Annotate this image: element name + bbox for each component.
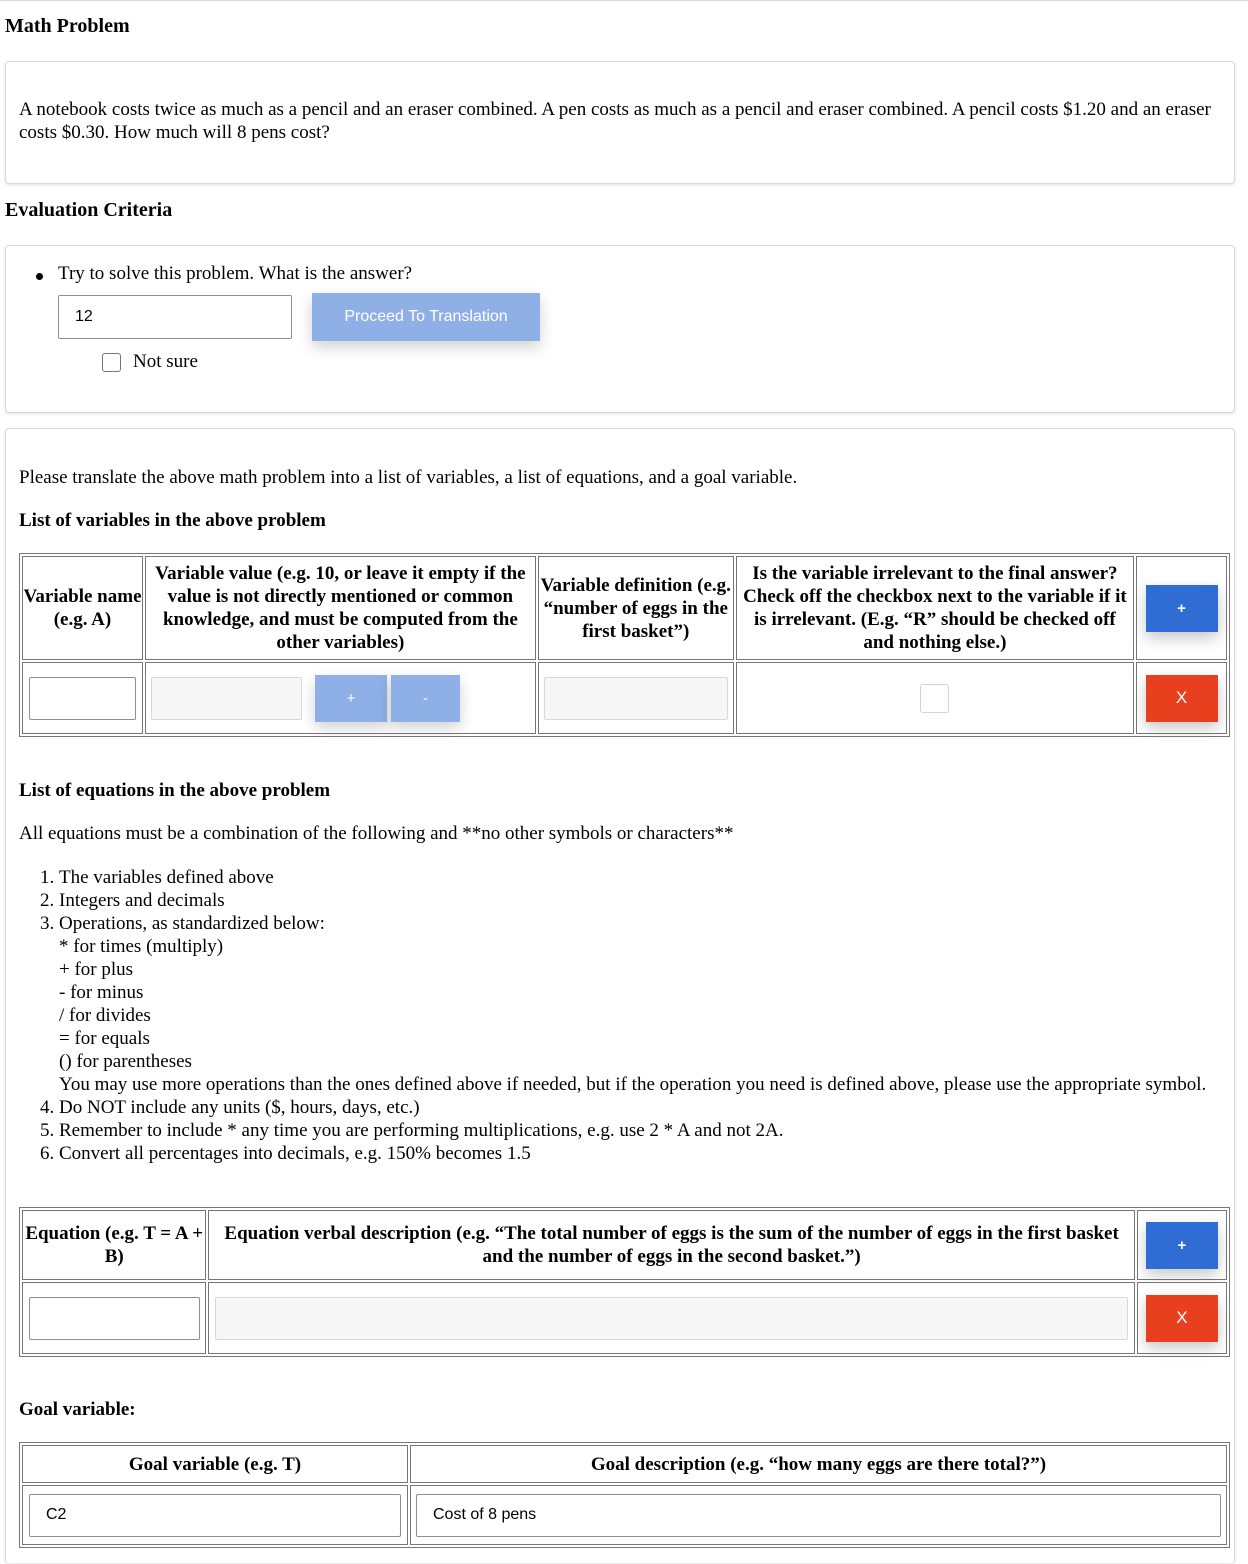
rule-item: 2. Integers and decimals [59, 889, 1239, 912]
goal-table [19, 1442, 1230, 1548]
equation-input[interactable] [29, 1297, 200, 1340]
variables-title: List of variables in the above problem [19, 510, 326, 531]
variable-definition-input[interactable] [544, 677, 728, 720]
remove-equation-cell [1137, 1282, 1227, 1354]
equations-intro: All equations must be a combination of the following and **no other symbols or characters** [19, 823, 734, 844]
answer-question: Try to solve this problem. What is the answer? [58, 263, 413, 284]
rule-item [59, 912, 1239, 1096]
value-plus-button[interactable]: + [315, 675, 387, 722]
remove-equation-button[interactable]: X [1146, 1295, 1218, 1342]
problem-text: A notebook costs twice as much as a pencil and an eraser combined. A pen costs as much as a pencil and eraser combined. A pencil costs $1.20 and an eraser costs $0.30. How much will 8 pens cost? [19, 99, 1211, 143]
rule-item: 5. Remember to include * any time you are performing multiplications, e.g. use 2 * A and not 2A. [59, 1119, 1239, 1142]
evaluation-card [5, 245, 1235, 413]
not-sure-checkbox[interactable] [102, 353, 121, 372]
header-equation-description: Equation verbal description (e.g. “The total number of eggs is the sum of the number of eggs in the first basket and the number of eggs in the second basket.”) [208, 1210, 1134, 1280]
operation-note: You may use more operations than the ones defined above if needed, but if the operation you need is defined above, please use the appropriate symbol. [59, 1074, 1207, 1095]
operation-item: - for minus [59, 982, 144, 1003]
add-variable-button[interactable]: + [1146, 585, 1218, 632]
variable-definition-cell [538, 662, 734, 734]
header-variable-definition: Variable definition (e.g. “number of eggs in the first basket”) [538, 556, 734, 660]
header-equation: Equation (e.g. T = A + B) [22, 1210, 206, 1280]
operation-item: + for plus [59, 959, 134, 980]
translation-intro: Please translate the above math problem into a list of variables, a list of equations, and a goal variable. [19, 467, 798, 488]
top-divider [0, 0, 1248, 1]
value-minus-button[interactable]: - [391, 675, 460, 722]
header-variable-name: Variable name (e.g. A) [22, 556, 143, 660]
goal-variable-input[interactable]: C2 [29, 1494, 401, 1537]
goal-description-cell [410, 1485, 1227, 1545]
translation-card [5, 428, 1235, 1563]
operation-item: / for divides [59, 1005, 151, 1026]
header-add-equation-cell [1137, 1210, 1227, 1280]
add-equation-button[interactable]: + [1146, 1222, 1218, 1269]
irrelevant-checkbox[interactable] [920, 684, 949, 713]
header-irrelevant: Is the variable irrelevant to the final answer? Check off the checkbox next to the variable if it is irrelevant. (E.g. “R” should be checked off and nothing else.) [736, 556, 1134, 660]
goal-description-input[interactable]: Cost of 8 pens [416, 1494, 1221, 1537]
variable-name-cell [22, 662, 143, 734]
remove-variable-cell [1136, 662, 1227, 734]
proceed-to-translation-button[interactable]: Proceed To Translation [312, 293, 540, 341]
goal-title: Goal variable: [19, 1399, 136, 1420]
variable-value-input[interactable] [151, 677, 302, 720]
irrelevant-cell [736, 662, 1134, 734]
equations-title: List of equations in the above problem [19, 780, 331, 801]
equation-description-cell [208, 1282, 1134, 1354]
remove-variable-button[interactable]: X [1146, 675, 1218, 722]
goal-variable-cell [22, 1485, 408, 1545]
variable-name-input[interactable] [29, 677, 136, 720]
operation-item: () for parentheses [59, 1051, 192, 1072]
variable-value-cell [145, 662, 536, 734]
not-sure-label: Not sure [133, 351, 198, 372]
rule-item: 6. Convert all percentages into decimals, e.g. 150% becomes 1.5 [59, 1142, 1239, 1165]
variables-table [19, 553, 1230, 737]
rule-item-text: Operations, as standardized below: [59, 913, 325, 934]
header-variable-value: Variable value (e.g. 10, or leave it empty if the value is not directly mentioned or common knowledge, and must be computed from the other variables) [145, 556, 536, 660]
problem-card [5, 61, 1235, 184]
operation-item: * for times (multiply) [59, 936, 224, 957]
header-goal-description: Goal description (e.g. “how many eggs are there total?”) [410, 1445, 1227, 1483]
equation-cell [22, 1282, 206, 1354]
evaluation-title: Evaluation Criteria [5, 199, 173, 221]
rule-item: 4. Do NOT include any units ($, hours, days, etc.) [59, 1096, 1239, 1119]
page-title: Math Problem [5, 15, 130, 37]
bullet-icon [36, 273, 43, 280]
equation-rules-list [39, 866, 1239, 1165]
answer-input[interactable]: 12 [58, 295, 292, 339]
header-add-cell [1136, 556, 1227, 660]
header-goal-variable: Goal variable (e.g. T) [22, 1445, 408, 1483]
not-sure-row [102, 351, 198, 373]
rule-item: 1. The variables defined above [59, 866, 1239, 889]
equations-table [19, 1207, 1230, 1357]
operation-item: = for equals [59, 1028, 150, 1049]
equation-description-input[interactable] [215, 1297, 1128, 1340]
